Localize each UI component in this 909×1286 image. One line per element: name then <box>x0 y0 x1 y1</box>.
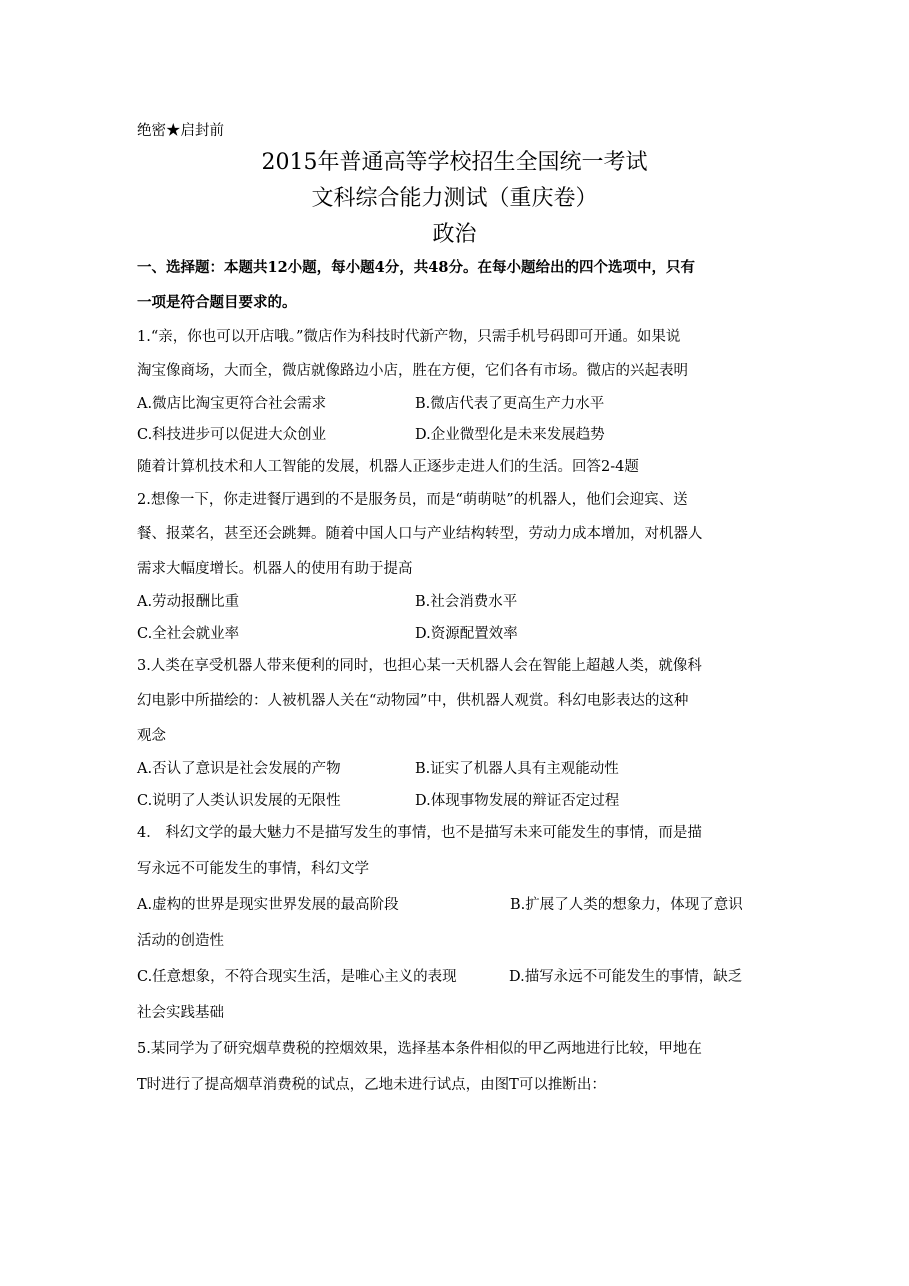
group-intro: 随着计算机技术和人工智能的发展，机器人正逐步走进人们的生活。回答2-4题 <box>137 459 639 475</box>
q3-option-a: A.否认了意识是社会发展的产物 <box>137 761 341 777</box>
q2-stem-line1: 2.想像一下，你走进餐厅遇到的不是服务员，而是“萌萌哒”的机器人，他们会迎宾、送 <box>137 492 688 508</box>
section-instructions-line1: 一、选择题：本题共12小题，每小题4分，共48分。在每小题给出的四个选项中，只有 <box>137 259 695 276</box>
secret-label: 绝密★启封前 <box>137 123 224 139</box>
q4-option-a: A.虚构的世界是现实世界发展的最高阶段 <box>137 897 399 913</box>
section-instructions-line2: 一项是符合题目要求的。 <box>137 294 297 311</box>
q2-option-d: D.资源配置效率 <box>415 626 518 642</box>
q2-option-c: C.全社会就业率 <box>137 626 240 642</box>
q1-stem-line1: 1.“亲，你也可以开店哦。”微店作为科技时代新产物，只需手机号码即可开通。如果说 <box>137 329 681 345</box>
q2-stem-line3: 需求大幅度增长。机器人的使用有助于提高 <box>137 561 413 577</box>
q4-option-d: D.描写永远不可能发生的事情，缺乏 <box>509 969 743 985</box>
q1-option-c: C.科技进步可以促进大众创业 <box>137 427 327 443</box>
q4-option-d-cont: 社会实践基础 <box>137 1005 224 1021</box>
q3-stem-line2: 幻电影中所描绘的：人被机器人关在“动物园”中，供机器人观赏。科幻电影表达的这种 <box>137 693 689 709</box>
q2-stem-line2: 餐、报菜名，甚至还会跳舞。随着中国人口与产业结构转型，劳动力成本增加，对机器人 <box>137 526 703 542</box>
q1-option-a: A.微店比淘宝更符合社会需求 <box>137 396 327 412</box>
q4-option-c: C.任意想象，不符合现实生活，是唯心主义的表现 <box>137 969 457 985</box>
q3-option-c: C.说明了人类认识发展的无限性 <box>137 793 341 809</box>
q4-option-b-cont: 活动的创造性 <box>137 933 224 949</box>
q2-option-b: B.社会消费水平 <box>415 594 518 610</box>
q3-stem-line3: 观念 <box>137 728 166 744</box>
q5-stem-line2: T时进行了提高烟草消费税的试点，乙地未进行试点，由图T可以推断出： <box>137 1077 606 1093</box>
q4-option-b: B.扩展了人类的想象力，体现了意识 <box>510 897 743 913</box>
exam-subtitle: 文科综合能力测试（重庆卷） <box>311 186 598 211</box>
q4-stem-line1: 4． 科幻文学的最大魅力不是描写发生的事情，也不是描写未来可能发生的事情，而是描 <box>137 825 702 841</box>
subject-title: 政治 <box>432 222 477 247</box>
q1-option-b: B.微店代表了更高生产力水平 <box>415 396 605 412</box>
q3-option-d: D.体现事物发展的辩证否定过程 <box>415 793 620 809</box>
q3-option-b: B.证实了机器人具有主观能动性 <box>415 761 619 777</box>
q5-stem-line1: 5.某同学为了研究烟草费税的控烟效果，选择基本条件相似的甲乙两地进行比较，甲地在 <box>137 1041 702 1057</box>
q3-stem-line1: 3.人类在享受机器人带来便利的同时，也担心某一天机器人会在智能上超越人类，就像科 <box>137 658 702 674</box>
q1-stem-line2: 淘宝像商场，大而全，微店就像路边小店，胜在方便，它们各有市场。微店的兴起表明 <box>137 363 688 379</box>
q2-option-a: A.劳动报酬比重 <box>137 594 240 610</box>
exam-title: 2015年普通高等学校招生全国统一考试 <box>261 150 648 175</box>
q4-stem-line2: 写永远不可能发生的事情，科幻文学 <box>137 861 369 877</box>
q1-option-d: D.企业微型化是未来发展趋势 <box>415 427 605 443</box>
